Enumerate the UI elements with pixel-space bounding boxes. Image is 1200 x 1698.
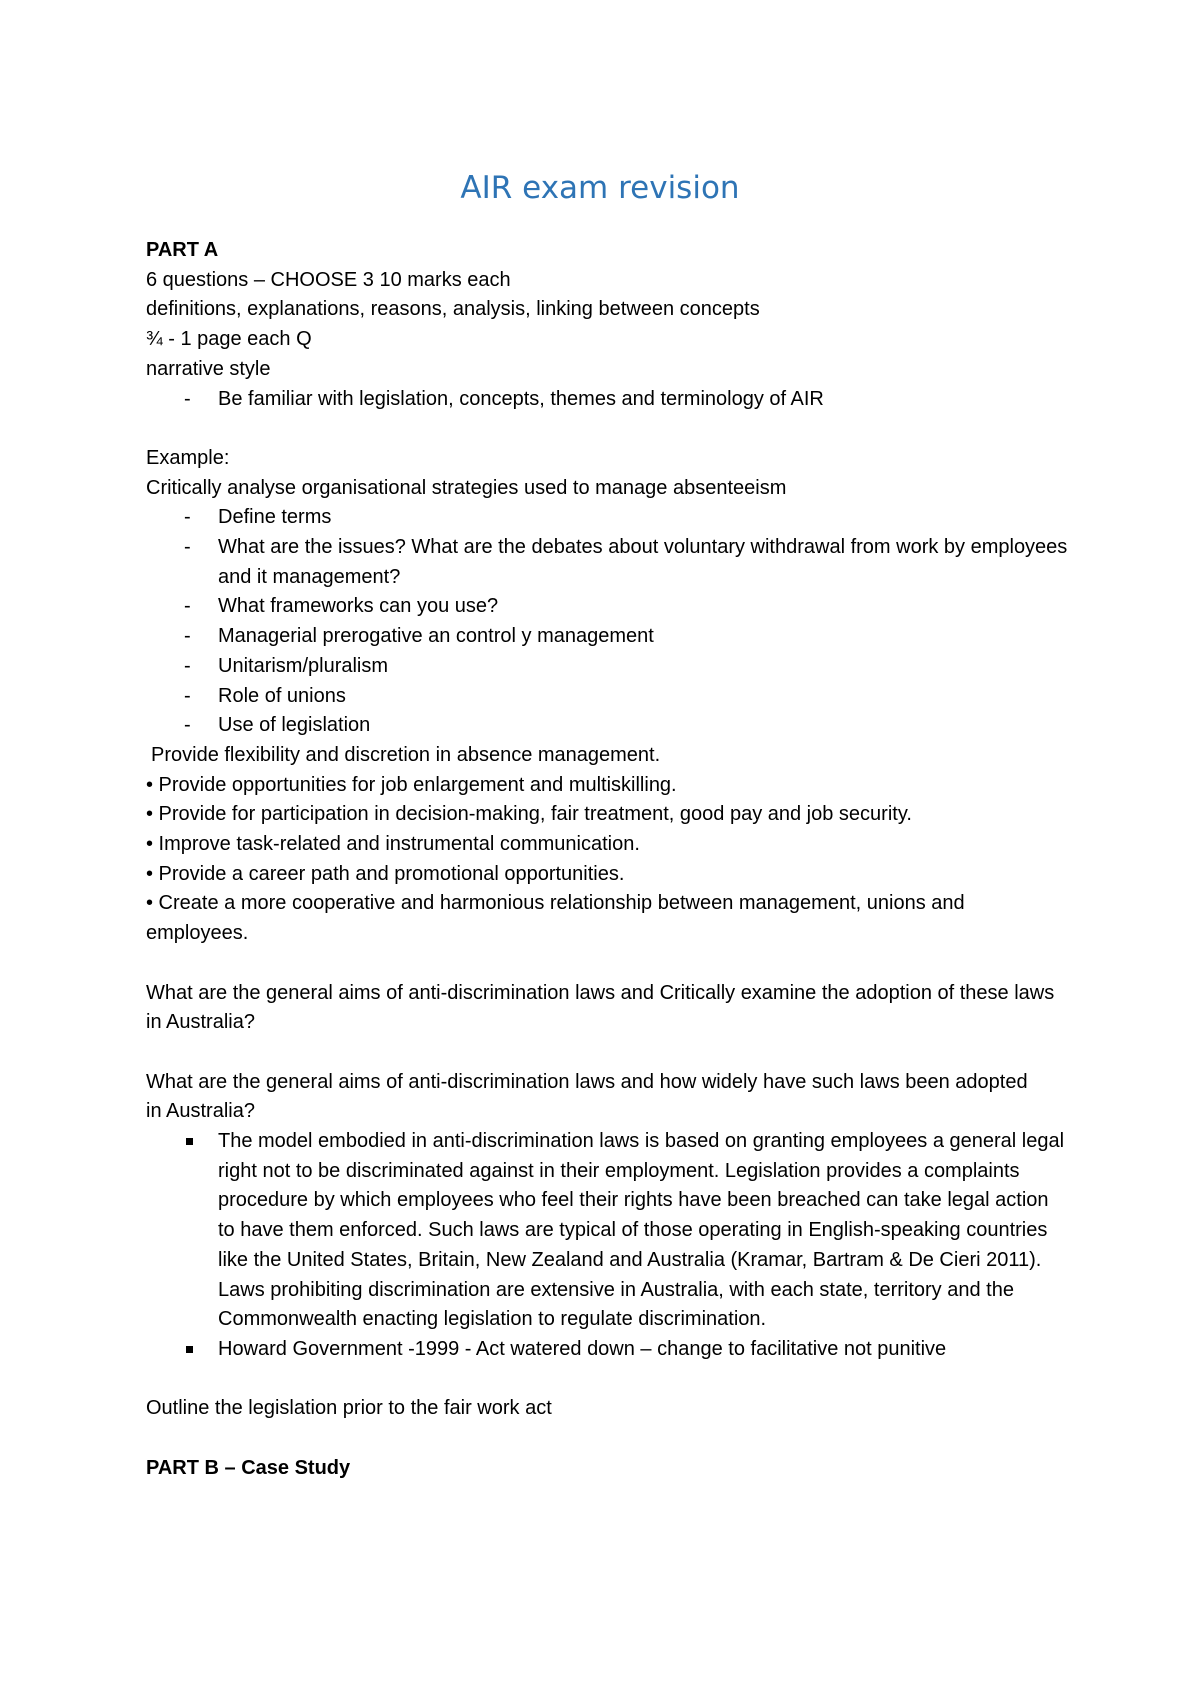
- square-item-text: Howard Government -1999 - Act watered down – change to facilitative not punitive: [218, 1337, 947, 1360]
- dash-item-text: Managerial prerogative an control y management: [218, 625, 654, 648]
- example-dash-item: [146, 533, 1076, 592]
- bullet-line: • Provide a career path and promotional opportunities.: [146, 862, 625, 885]
- example-dash-item: [146, 682, 1076, 712]
- bullet-line: • Provide for participation in decision-making, fair treatment, good pay and job security.: [146, 803, 912, 826]
- part-a-heading: PART A: [146, 239, 219, 261]
- dash-marker: -: [184, 595, 191, 618]
- dash-marker: -: [184, 506, 191, 529]
- example-dash-item: [146, 652, 1076, 682]
- blank-line: [146, 1038, 1076, 1068]
- question-outline-legislation: Outline the legislation prior to the fair work act: [146, 1397, 552, 1420]
- example-label: Example:: [146, 446, 230, 469]
- blank-line: [146, 949, 1076, 979]
- document-body: [146, 236, 1076, 1483]
- dash-item-text: Be familiar with legislation, concepts, themes and terminology of AIR: [218, 387, 824, 410]
- dash-item-text: Use of legislation: [218, 714, 371, 737]
- part-a-line-length: ¾ - 1 page each Q: [146, 328, 312, 351]
- square-bullet-icon: [186, 1138, 193, 1145]
- dash-item-text: What frameworks can you use?: [218, 595, 499, 618]
- example-question: Critically analyse organisational strategies used to manage absenteeism: [146, 476, 787, 499]
- example-dash-item: [146, 622, 1076, 652]
- question-how-widely-adopted: What are the general aims of anti-discrimination laws and how widely have such laws been adopted in Australia?: [146, 1070, 1028, 1123]
- bullet-line: • Create a more cooperative and harmonious relationship between management, unions and employees.: [146, 892, 965, 945]
- dash-item-text: What are the issues? What are the debates about voluntary withdrawal from work by employees and it management?: [218, 536, 1068, 588]
- dash-marker: -: [184, 714, 191, 737]
- square-bullet-item: [146, 1335, 1076, 1365]
- dash-item-text: Define terms: [218, 506, 332, 529]
- bullet-line: • Improve task-related and instrumental communication.: [146, 833, 640, 856]
- part-a-line-types: definitions, explanations, reasons, analysis, linking between concepts: [146, 298, 760, 321]
- blank-line: [146, 414, 1076, 444]
- blank-line: [146, 1424, 1076, 1454]
- part-b-heading: PART B – Case Study: [146, 1456, 351, 1479]
- example-dash-item: [146, 592, 1076, 622]
- part-a-line-questions: 6 questions – CHOOSE 3 10 marks each: [146, 268, 511, 291]
- question-examine-adoption: What are the general aims of anti-discrimination laws and Critically examine the adoption of these laws in Australia?: [146, 981, 1055, 1034]
- dash-item-text: Role of unions: [218, 684, 346, 707]
- dash-marker: -: [184, 536, 191, 559]
- document-title: AIR exam revision: [460, 170, 740, 206]
- part-a-dash-item: [146, 385, 1076, 415]
- blank-line: [146, 1365, 1076, 1395]
- example-dash-item: [146, 503, 1076, 533]
- example-dash-item: [146, 711, 1076, 741]
- part-a-line-style: narrative style: [146, 357, 271, 380]
- square-bullet-item: [146, 1127, 1076, 1335]
- dash-marker: -: [184, 387, 191, 410]
- dash-marker: -: [184, 684, 191, 707]
- provide-flexibility-line: Provide flexibility and discretion in absence management.: [151, 743, 661, 766]
- dash-marker: -: [184, 625, 191, 648]
- bullet-line: • Provide opportunities for job enlargement and multiskilling.: [146, 773, 677, 796]
- square-item-text: The model embodied in anti-discrimination laws is based on granting employees a general legal right not to be discriminated against in their employment. Legislation provides a complaints procedure by which employees who feel their rights have been breached can take legal action to have them enforced. Such laws are typical of those operating in English-speaking countries like the United States, Britain, New Zealand and Australia (Kramar, Bartram & De Cieri 2011). Laws prohibiting discrimination are extensive in Australia, with each state, territory and the Commonwealth enacting legislation to regulate discrimination.: [218, 1130, 1065, 1331]
- dash-item-text: Unitarism/pluralism: [218, 654, 389, 677]
- square-bullet-icon: [186, 1346, 193, 1353]
- dash-marker: -: [184, 654, 191, 677]
